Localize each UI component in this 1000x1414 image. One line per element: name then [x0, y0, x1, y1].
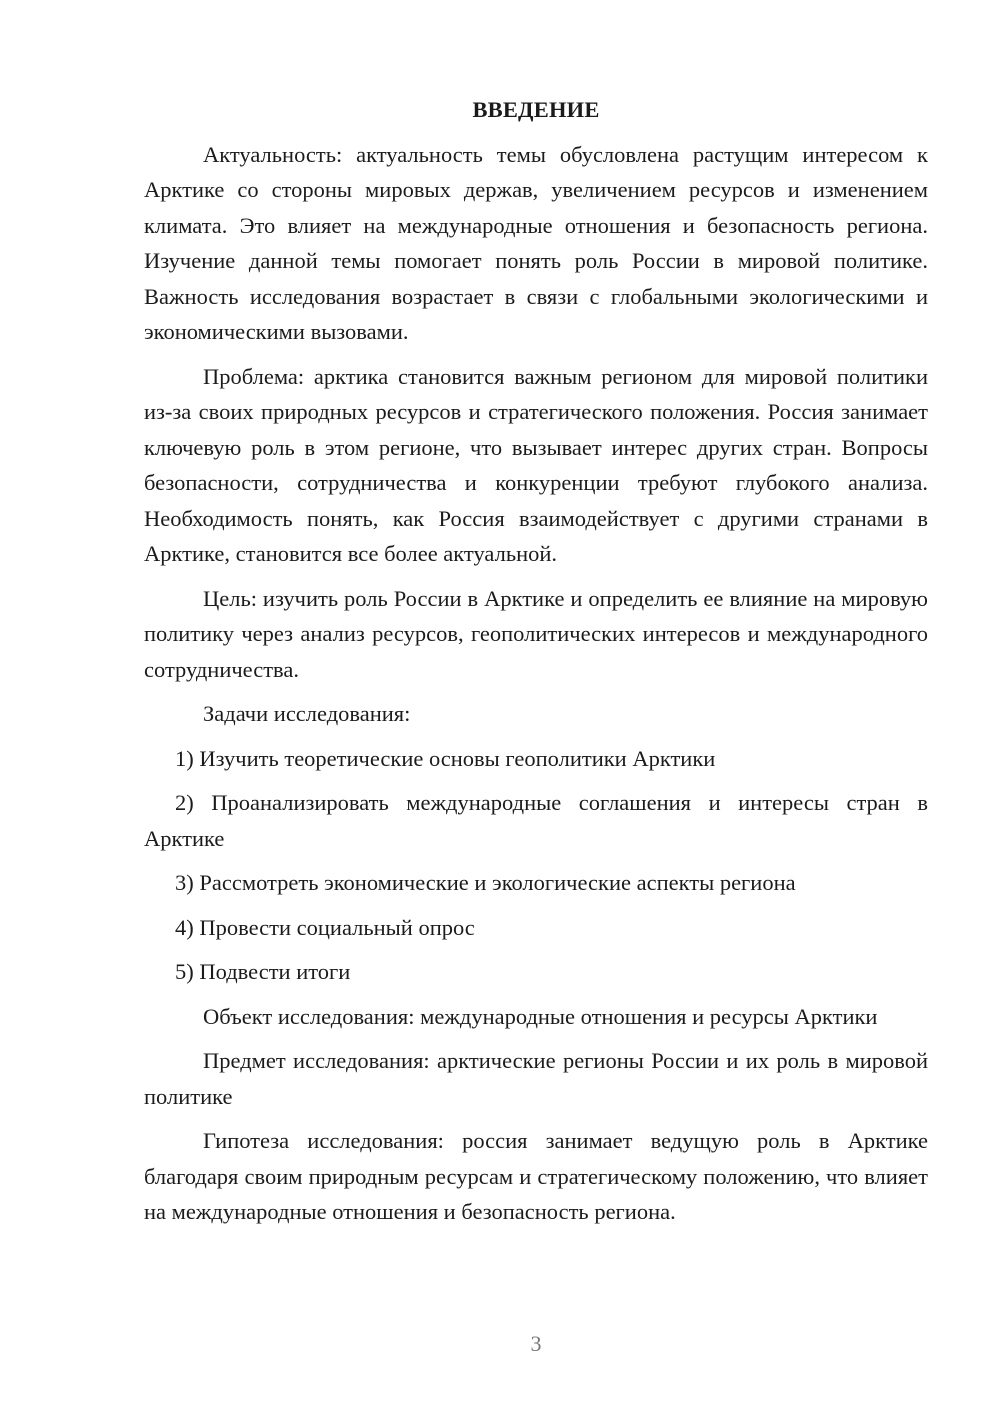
- paragraph-object: Объект исследования: международные отношения и ресурсы Арктики: [203, 1003, 878, 1029]
- paragraph-relevance: Актуальность: актуальность темы обусловлена растущим интересом к Арктике со стороны мировых держав, увеличением ресурсов и изменением климата. Это влияет на международные отношения и безопасность региона. Изучение данной темы помогает понять роль России в мировой политике. Важность исследования возрастает в связи с глобальными экологическими и экономическими вызовами.: [144, 141, 928, 344]
- paragraph-subject: Предмет исследования: арктические регионы России и их роль в мировой политике: [144, 1048, 928, 1109]
- tasks-list: [144, 741, 928, 990]
- tasks-heading: Задачи исследования:: [203, 701, 411, 726]
- list-item: 2) Проанализировать международные соглашения и интересы стран в Арктике: [144, 790, 928, 851]
- document-page: [144, 92, 928, 1239]
- list-item: 1) Изучить теоретические основы геополитики Арктики: [175, 745, 716, 771]
- list-item: 4) Провести социальный опрос: [175, 914, 475, 940]
- paragraph-problem: Проблема: арктика становится важным регионом для мировой политики из-за своих природных ресурсов и стратегического положения. Россия занимает ключевую роль в этом регионе, что вызывает интерес других стран. Вопросы безопасности, сотрудничества и конкуренции требуют глубокого анализа. Необходимость понять, как Россия взаимодействует с другими странами в Арктике, становится все более актуальной.: [144, 363, 928, 566]
- paragraph-goal: Цель: изучить роль России в Арктике и определить ее влияние на мировую политику через анализ ресурсов, геополитических интересов и международного сотрудничества.: [144, 585, 928, 682]
- page-number: 3: [530, 1331, 542, 1356]
- list-item: 5) Подвести итоги: [175, 959, 351, 984]
- paragraph-hypothesis: Гипотеза исследования: россия занимает ведущую роль в Арктике благодаря своим природным ресурсам и стратегическому положению, что влияет на международные отношения и безопасность региона.: [144, 1128, 928, 1224]
- page-title: ВВЕДЕНИЕ: [472, 97, 600, 122]
- list-item: 3) Рассмотреть экономические и экологические аспекты региона: [175, 870, 796, 895]
